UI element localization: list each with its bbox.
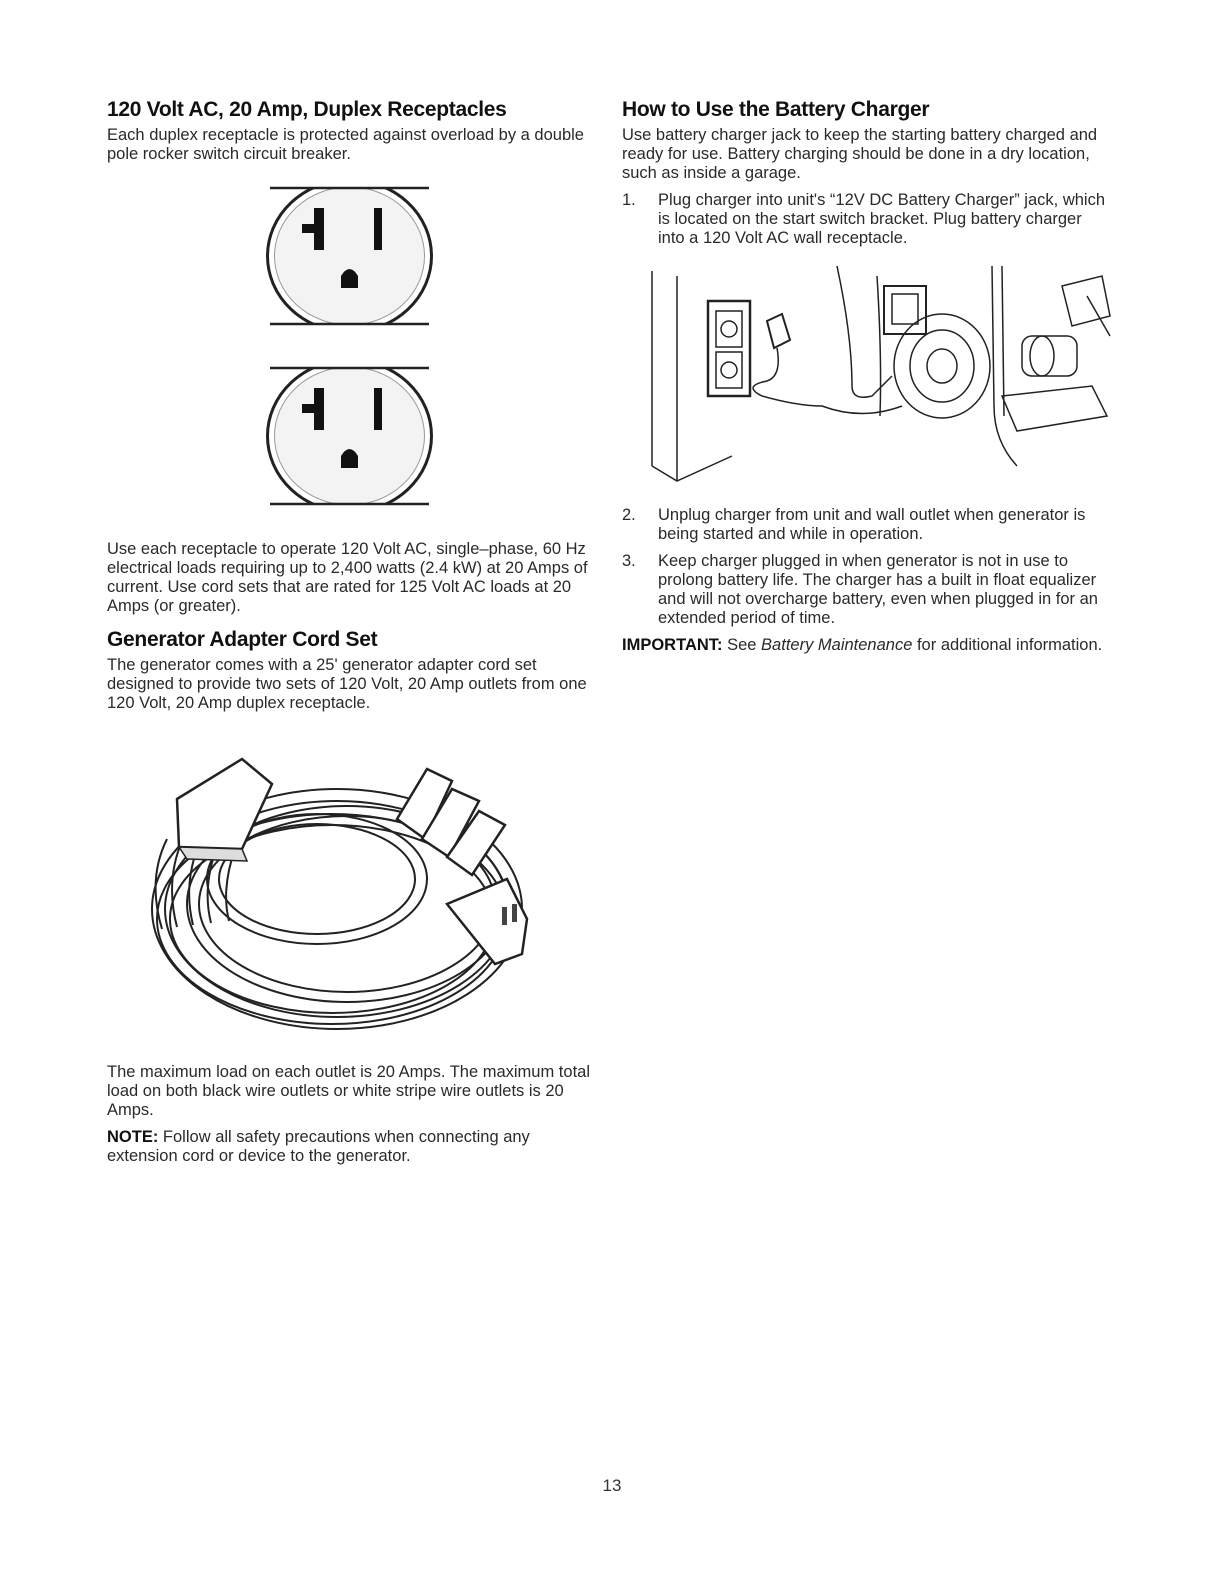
- cord-set-illustration-icon: [107, 729, 592, 1049]
- receptacles-usage: Use each receptacle to operate 120 Volt AC, single–phase, 60 Hz electrical loads requiring up to 2,400 watts (2.4 kW) at 20 Amps of current. Use cord sets that are rated for 125 Volt AC loads at 20 Amps (or greater).: [107, 540, 588, 615]
- list-item: 2. Unplug charger from unit and wall outlet when generator is being started and while in operation.: [622, 506, 1086, 543]
- battery-maintenance-reference: Battery Maintenance: [761, 636, 913, 654]
- max-load-text: The maximum load on each outlet is 20 Amps. The maximum total load on both black wire outlets or white stripe wire outlets is 20 Amps.: [107, 1063, 590, 1119]
- battery-charger-heading: How to Use the Battery Charger: [622, 98, 930, 121]
- receptacle-outlet-icon: [262, 356, 437, 516]
- receptacles-heading: 120 Volt AC, 20 Amp, Duplex Receptacles: [107, 98, 507, 121]
- important-label: IMPORTANT:: [622, 636, 723, 654]
- left-column: [107, 98, 592, 1174]
- adapter-cord-intro: The generator comes with a 25' generator adapter cord set designed to provide two sets of 120 Volt, 20 Amp outlets from one 120 Volt, 20 Amp duplex receptacle.: [107, 656, 587, 712]
- right-column: [622, 98, 1112, 663]
- page-number: 13: [602, 1476, 622, 1495]
- duplex-receptacle-figure: [107, 176, 592, 526]
- battery-charger-figure: [622, 256, 1112, 496]
- important-paragraph: IMPORTANT: See Battery Maintenance for additional information.: [622, 636, 1103, 654]
- note-label: NOTE:: [107, 1128, 159, 1146]
- adapter-cord-heading: Generator Adapter Cord Set: [107, 628, 378, 651]
- battery-charger-steps-continued: [622, 506, 1112, 628]
- receptacles-intro: Each duplex receptacle is protected against overload by a double pole rocker switch circuit breaker.: [107, 126, 584, 163]
- charger-generator-illustration-icon: [622, 256, 1112, 496]
- list-item: 1. Plug charger into unit's “12V DC Battery Charger” jack, which is located on the start switch bracket. Plug battery charger into a 120 Volt AC wall receptacle.: [622, 191, 1106, 247]
- battery-charger-intro: Use battery charger jack to keep the starting battery charged and ready for use. Battery charging should be done in a dry location, such as inside a garage.: [622, 126, 1098, 182]
- adapter-cord-set-figure: [107, 729, 592, 1049]
- note-paragraph: [107, 1128, 592, 1166]
- note-text: Follow all safety precautions when connecting any extension cord or device to the generator.: [107, 1128, 530, 1165]
- list-item: 3. Keep charger plugged in when generator is not in use to prolong battery life. The charger has a built in float equalizer and will not overcharge battery, even when plugged in for an extended period of time.: [622, 552, 1098, 627]
- receptacle-outlet-icon: [262, 176, 437, 336]
- battery-charger-steps: [622, 191, 1112, 248]
